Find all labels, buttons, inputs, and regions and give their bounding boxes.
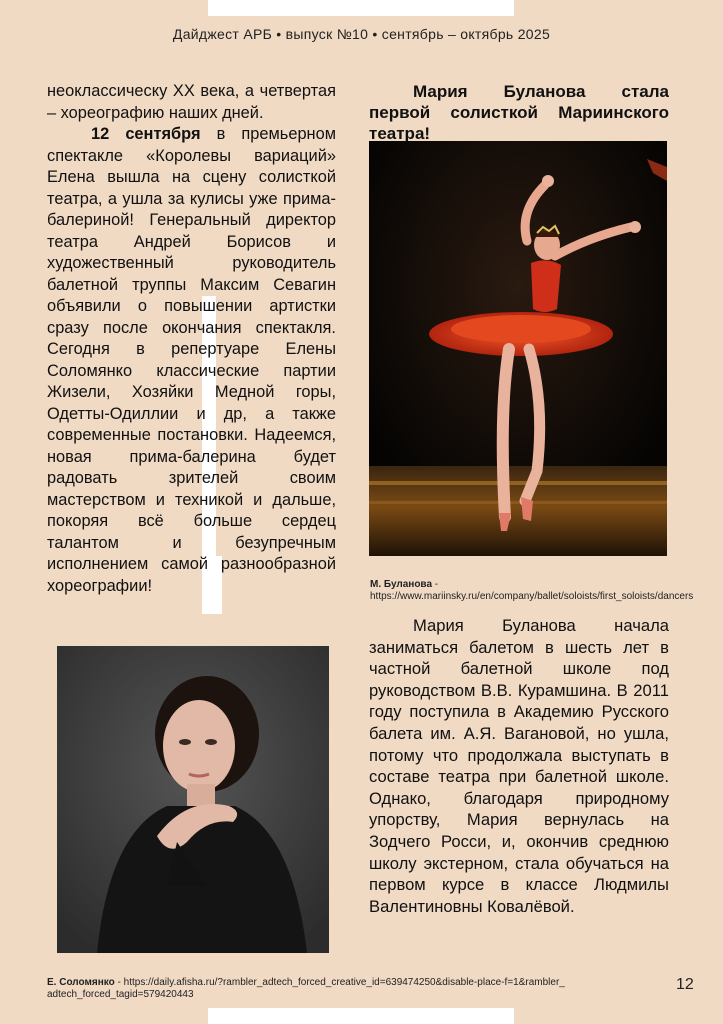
right-article-text (369, 615, 669, 917)
left-article-text (47, 81, 336, 597)
bottom-decor-strip (208, 1008, 514, 1024)
portrait-caption-name: Е. Соломянко (47, 977, 115, 988)
portrait-caption: Е. Соломянко - https://daily.afisha.ru/?rambler_adtech_forced_creative_id=639474250&disable-place-f=1&rambler_adtech_forced_tagid=579420443 (47, 977, 565, 1000)
portrait-photo (57, 646, 329, 953)
portrait-source-link[interactable]: https://daily.afisha.ru/?rambler_adtech_forced_creative_id=639474250&disable-place-f=1&rambler_adtech_forced_tagid=579420443 (47, 977, 565, 1000)
caption-name: М. Буланова (370, 579, 433, 590)
top-decor-strip (208, 0, 514, 16)
right-paragraph: Мария Буланова начала заниматься балетом в шесть лет в частной балетной школе под руководством В.В. Курамшина. В 2011 году поступила в Академию Русского балета им. А.Я. Вагановой, но ушла, потому что продолжала выступать в составе театра при балетной школе. Однако, благодаря природному упорству, Мария вернулась на Зодчего Росси, и, окончив среднюю школу экстерном, стала обучаться на первом курсе в классе Людмилы Валентиновны Ковалёвой. (369, 616, 669, 916)
page-number: 12 (676, 976, 694, 993)
ballet-photo (369, 141, 667, 556)
left-paragraph-2 (47, 124, 336, 597)
date-highlight: 12 сентября (91, 125, 201, 143)
article-title: Мария Буланова стала первой солисткой Мариинского театра! (369, 82, 669, 141)
page-header: Дайджест АРБ • выпуск №10 • сентябрь – октябрь 2025 (172, 26, 551, 42)
portrait-illustration (57, 646, 329, 953)
ballet-photo-caption: М. Буланова - https://www.mariinsky.ru/en/company/ballet/soloists/first_soloists/dancers (370, 579, 694, 602)
left-paragraph-2-body: в премьерном спектакле «Королевы вариаций» Елена вышла на сцену солисткой театра, а ушла за кулисы уже прима-балериной! Генеральный директор театра Андрей Борисов и художественный руководитель балетной труппы Максим Севагин объявили о повышении артистки сразу после окончания спектакля. Сегодня в репертуаре Елены Соломянко классические партии Жизели, Хозяйки Медной горы, Одетты-Одиллии и др, а также современные постановки. Надеемся, новая прима-балерина будет радовать зрителей своим мастерством и техникой и дальше, покоряя всё больше сердец талантом и безупречным исполнением самой разнообразной хореографии! (47, 125, 336, 595)
left-paragraph-1: неоклассическу XX века, а четвертая – хореографию наших дней. (47, 82, 336, 122)
ballerina-illustration (369, 141, 667, 556)
caption-source-link[interactable]: https://www.mariinsky.ru/en/company/ballet/soloists/first_soloists/dancers (370, 591, 694, 602)
